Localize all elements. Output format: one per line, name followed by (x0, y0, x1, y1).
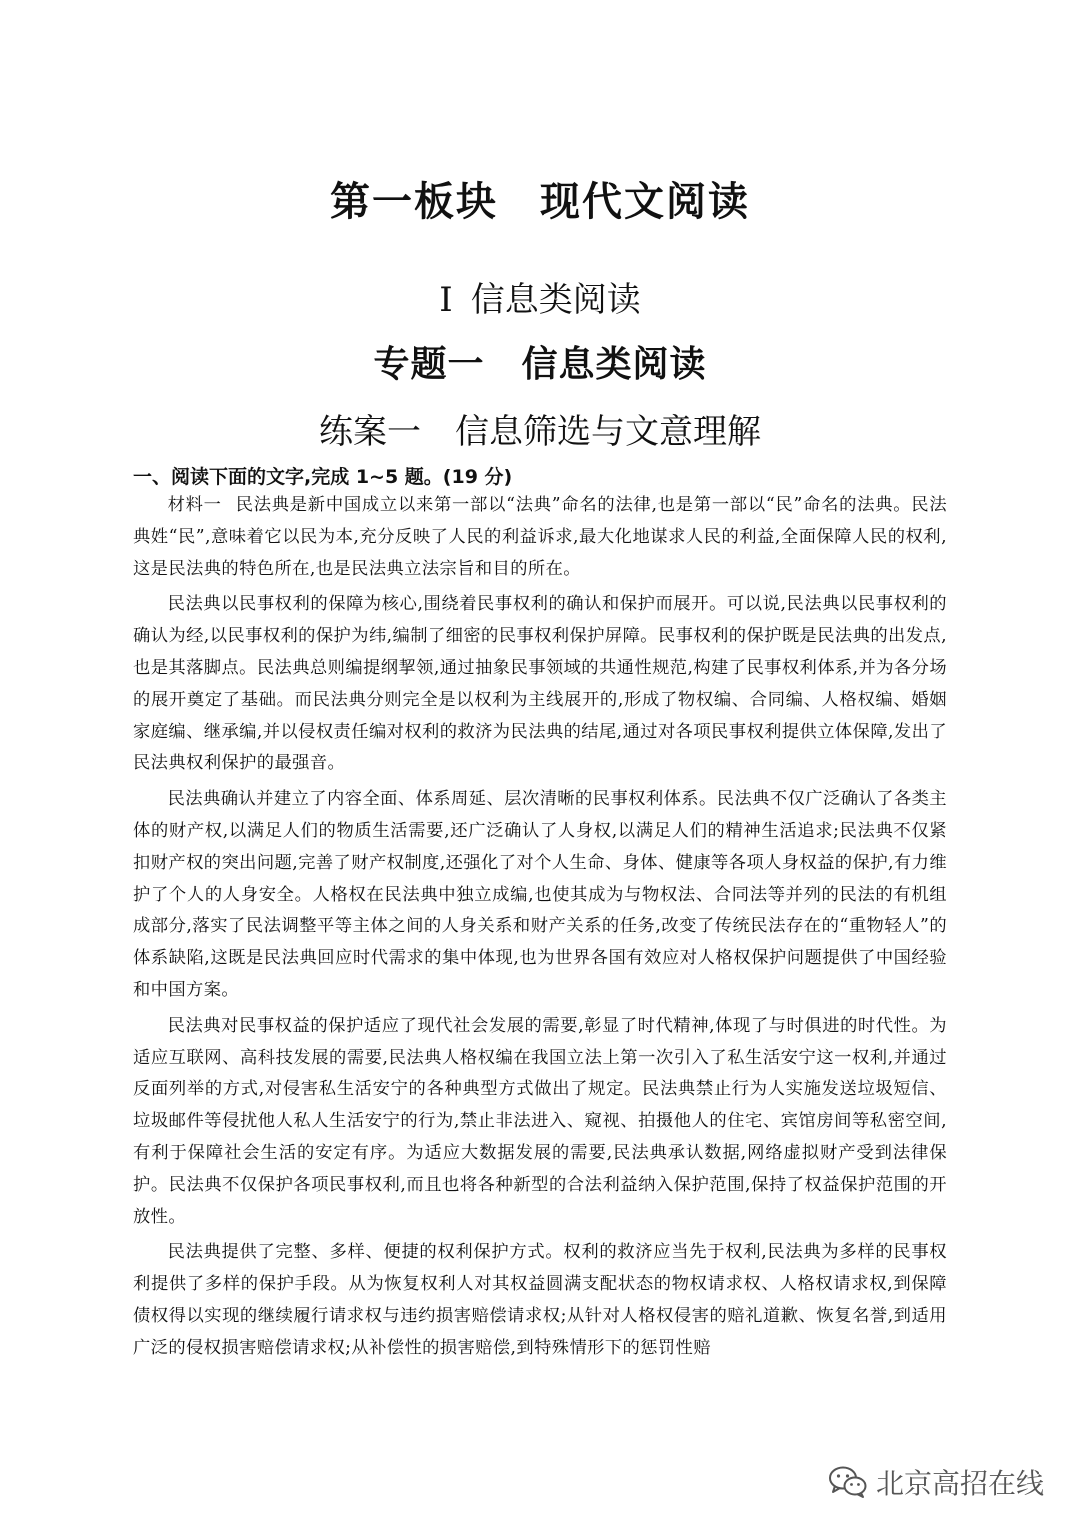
paragraph: 民法典以民事权利的保障为核心,围绕着民事权利的确认和保护而展开。可以说,民法典以民事权利的确认为经,以民事权利的保护为纬,编制了细密的民事权利保护屏障。民事权利的保护既是民法典的出发点,也是其落脚点。民法典总则编提纲挈领,通过抽象民事领域的共通性规范,构建了民事权利体系,并为各分场的展开奠定了基础。而民法典分则完全是以权利为主线展开的,形成了物权编、合同编、人格权编、婚姻家庭编、继承编,并以侵权责任编对权利的救济为民法典的结尾,通过对各项民事权利提供立体保障,发出了民法典权利保护的最强音。 (133, 594, 947, 774)
exercise-title: 练案一 信息筛选与文意理解 (319, 412, 761, 452)
paragraph-text: 民法典是新中国成立以来第一部以“法典”命名的法律,也是第一部以“民”命名的法典。民法典姓“民”,意味着它以民为本,充分反映了人民的利益诉求,最大化地谋求人民的利益,全面保障人民的权利,这是民法典的特色所在,也是民法典立法宗旨和目的所在。 (133, 495, 947, 579)
part-title (0, 272, 1080, 321)
material-label: 材料一 (167, 495, 222, 515)
paragraph: 民法典对民事权益的保护适应了现代社会发展的需要,彰显了时代精神,体现了与时俱进的时代性。为适应互联网、高科技发展的需要,民法典人格权编在我国立法上第一次引入了私生活安宁这一权利,并通过反面列举的方式,对侵害私生活安宁的各种典型方式做出了规定。民法典禁止行为人实施发送垃圾短信、垃圾邮件等侵扰他人私人生活安宁的行为,禁止非法进入、窥视、拍摄他人的住宅、宾馆房间等私密空间,有利于保障社会生活的安定有序。为适应大数据发展的需要,民法典承认数据,网络虚拟财产受到法律保护。民法典不仅保护各项民事权利,而且也将各种新型的合法利益纳入保护范围,保持了权益保护范围的开放性。 (133, 1015, 947, 1227)
question-heading: 一、阅读下面的文字,完成 1~5 题。(19 分) (133, 466, 513, 488)
paragraph (133, 490, 947, 585)
section-title: 第一板块 现代文阅读 (330, 179, 750, 225)
part-title-text: 信息类阅读 (470, 280, 641, 320)
topic-title: 专题一 信息类阅读 (373, 344, 707, 385)
paragraph: 民法典提供了完整、多样、便捷的权利保护方式。权利的救济应当先于权利,民法典为多样的民事权利提供了多样的保护手段。从为恢复权利人对其权益圆满支配状态的物权请求权、人格权请求权,到保障债权得以实现的继续履行请求权与违约损害赔偿请求权;从针对人格权侵害的赔礼道歉、恢复名誉,到适用广泛的侵权损害赔偿请求权;从补偿性的损害赔偿,到特殊情形下的惩罚性赔 (133, 1242, 947, 1358)
watermark-text: 北京高招在线 (875, 1467, 1044, 1500)
part-numeral: Ⅰ (439, 280, 453, 320)
paragraph: 民法典确认并建立了内容全面、体系周延、层次清晰的民事权利体系。民法典不仅广泛确认了各类主体的财产权,以满足人们的物质生活需要,还广泛确认了人身权,以满足人们的精神生活追求;民法典不仅紧扣财产权的突出问题,完善了财产权制度,还强化了对个人生命、身体、健康等各项人身权益的保护,有力维护了个人的人身安全。人格权在民法典中独立成编,也使其成为与物权法、合同法等并列的民法的有机组成部分,落实了民法调整平等主体之间的人身关系和财产关系的任务,改变了传统民法存在的“重物轻人”的体系缺陷,这既是民法典回应时代需求的集中体现,也为世界各国有效应对人格权保护问题提供了中国经验和中国方案。 (133, 789, 947, 1000)
watermark (828, 1462, 1044, 1502)
wechat-icon (828, 1465, 868, 1499)
article-body (133, 490, 947, 1369)
